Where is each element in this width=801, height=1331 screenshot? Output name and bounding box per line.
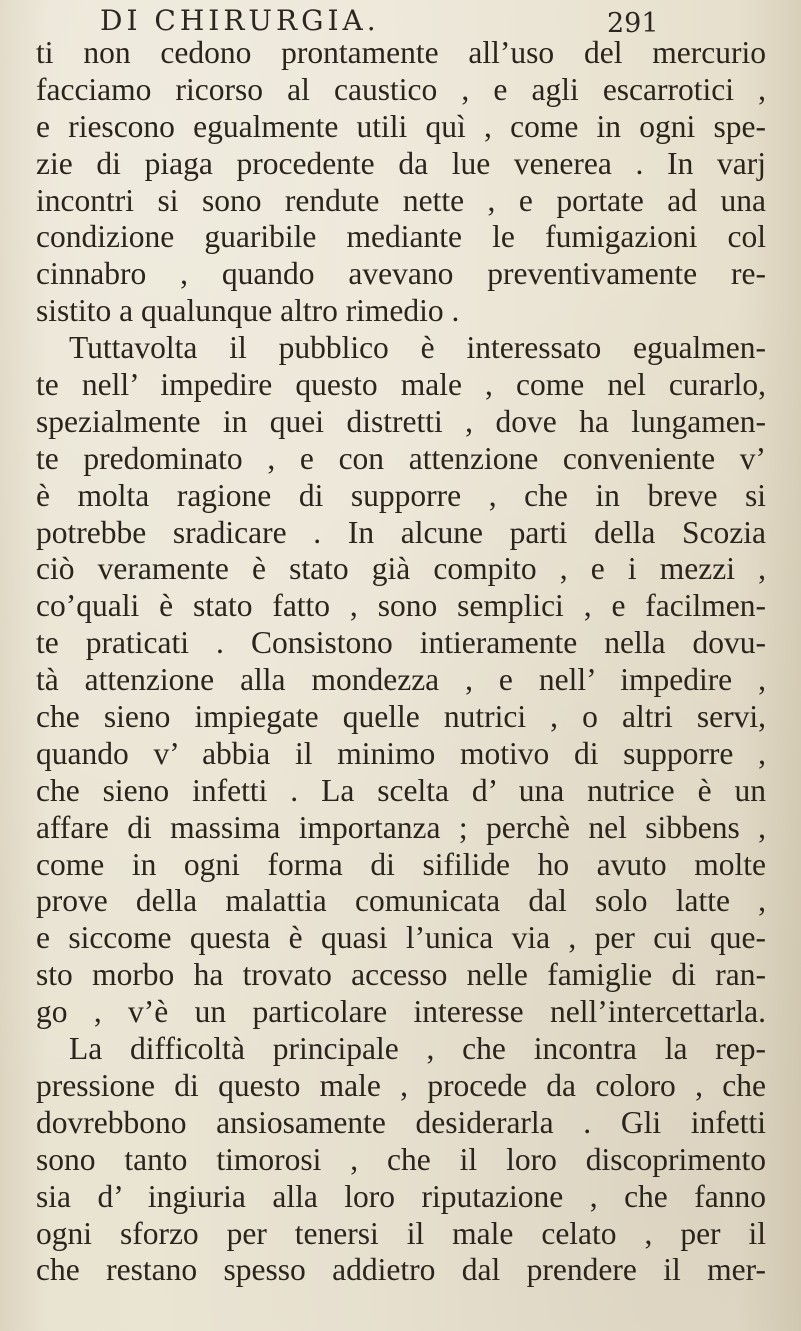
text-line: prove della malattia comunicata dal solo latte , [36, 883, 766, 919]
text-line: condizione guaribile mediante le fumigazioni col [36, 219, 766, 255]
text-line: potrebbe sradicare . In alcune parti della Scozia [36, 514, 766, 550]
text-line: facciamo ricorso al caustico , e agli escarrotici , [36, 71, 766, 107]
text-line: sono tanto timorosi , che il loro discoprimento [36, 1141, 766, 1177]
text-line: e riescono egualmente utili quì , come in ogni spe- [36, 108, 766, 144]
text-line: te predominato , e con attenzione conveniente v’ [36, 440, 766, 476]
text-line: dovrebbono ansiosamente desiderarla . Gli infetti [36, 1104, 766, 1140]
text-line: sia d’ ingiuria alla loro riputazione , che fanno [36, 1178, 766, 1214]
text-line: pressione di questo male , procede da coloro , che [36, 1067, 766, 1103]
text-line: zie di piaga procedente da lue venerea . In varj [36, 145, 766, 181]
text-line: co’quali è stato fatto , sono semplici , e facilmen- [36, 588, 766, 624]
text-line: cinnabro , quando avevano preventivamente re- [36, 256, 766, 292]
text-line: tà attenzione alla mondezza , e nell’ impedire , [36, 662, 766, 698]
text-line: ogni sforzo per tenersi il male celato , per il [36, 1215, 766, 1251]
text-line: quando v’ abbia il minimo motivo di supporre , [36, 735, 766, 771]
text-line: sto morbo ha trovato accesso nelle famiglie di ran- [36, 957, 766, 993]
text-line: che sieno infetti . La scelta d’ una nutrice è un [36, 772, 766, 808]
text-line: La difficoltà principale , che incontra la rep- [69, 1031, 766, 1067]
text-line: che restano spesso addietro dal prendere il mer- [36, 1252, 766, 1288]
text-line: incontri si sono rendute nette , e portate ad una [36, 182, 766, 218]
text-line: go , v’è un particolare interesse nell’intercettarla. [36, 994, 766, 1030]
text-line: come in ogni forma di sifilide ho avuto molte [36, 846, 766, 882]
text-line: ciò veramente è stato già compito , e i mezzi , [36, 551, 766, 587]
text-line: affare di massima importanza ; perchè nel sibbens , [36, 809, 766, 845]
page-number: 291 [607, 8, 659, 39]
text-line: e siccome questa è quasi l’unica via , per cui que- [36, 920, 766, 956]
text-line: ti non cedono prontamente all’uso del mercurio [36, 35, 766, 70]
running-title: DI CHIRURGIA. [100, 4, 380, 37]
text-line: te praticati . Consistono intieramente nella dovu- [36, 625, 766, 661]
body-text [36, 35, 766, 1289]
text-line: te nell’ impedire questo male , come nel curarlo, [36, 367, 766, 403]
text-line: è molta ragione di supporre , che in breve si [36, 477, 766, 513]
text-line: che sieno impiegate quelle nutrici , o altri servi, [36, 699, 766, 735]
text-line: spezialmente in quei distretti , dove ha lungamen- [36, 403, 766, 439]
text-line: Tuttavolta il pubblico è interessato egualmen- [69, 330, 766, 366]
text-line: sistito a qualunque altro rimedio . [36, 293, 460, 329]
